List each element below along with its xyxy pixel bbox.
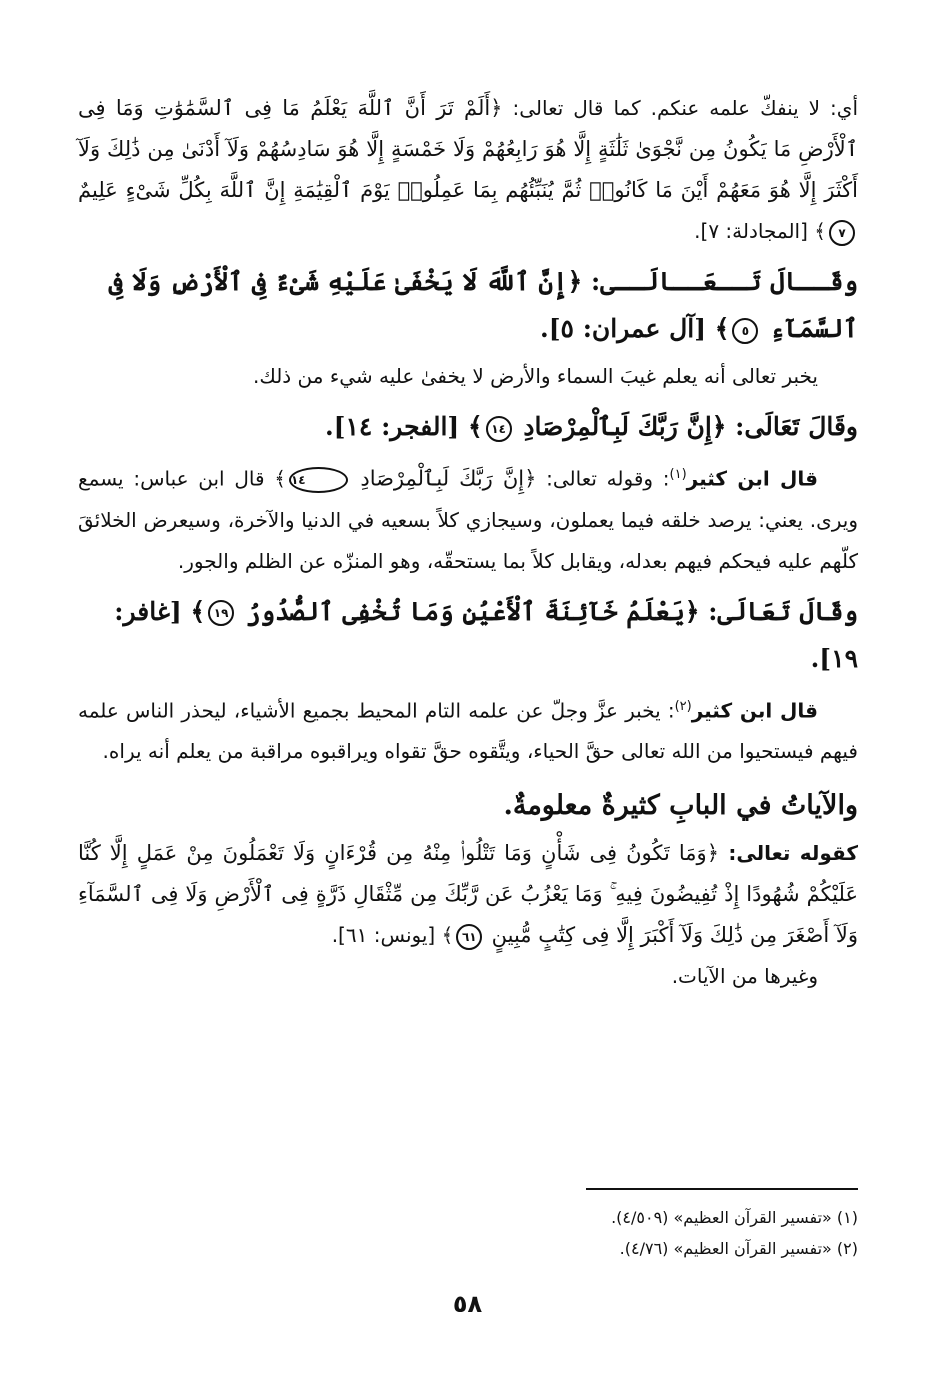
author-lead: قال ابن كثير [691,698,818,723]
heading-al-fajr [78,403,858,450]
footnote-number: (٢) [836,1239,858,1258]
aya-number-icon: ٧ [829,220,855,246]
aya-number-icon: ١٩ [208,600,234,626]
quran-verse: ﴿إِنَّ رَبَّكَ لَبِٱلْمِرْصَادِ [523,412,727,441]
paragraph-ibn-kathir-2 [78,686,858,773]
heading-verses-many: والآياتُ في البابِ كثيرةٌ معلومةٌ. [503,790,858,822]
paragraph-commentary: يخبر تعالى أنه يعلم غيبَ السماء والأرض لا يخفىٰ عليه شيء من ذلك. [252,364,818,388]
page-body [78,88,858,997]
aya-number-icon: ٦١ [456,924,482,950]
quran-verse: ﴿وَمَا تَكُونُ فِى شَأْنٍ وَمَا تَتْلُوا۟ مِنْهُ مِن قُرْءَانٍ وَلَا تَعْمَلُونَ مِنْ عَمَلٍ إِلَّا كُنَّا عَلَيْكُمْ شُهُودًا إِذْ تُفِيضُونَ فِيهِ ۚ وَمَا يَعْزُبُ عَن رَّبِّكَ مِن مِّثْقَالِ ذَرَّةٍ فِى ٱلْأَرْضِ وَلَا فِى ٱلسَّمَآءِ وَلَآ أَصْغَرَ مِن ذَٰلِكَ وَلَآ أَكْبَرَ إِلَّا فِى كِتَٰبٍ مُّبِينٍ [78,841,858,948]
verse-reference: ﴾ [آل عمران: ٥]. [540,314,730,343]
paragraph-ibn-kathir-1 [78,454,858,582]
paragraph-text: : يخبر عزَّ وجلّ عن علمه التام المحيط بجميع الأشياء، ليحذر الناس علمه فيهم فيستحيوا من الله تعالى حقَّ الحياء، ويتَّقوه حقَّ تقواه ويراقبوه مراقبة من يعلم أنه يراه. [78,698,858,764]
quran-verse: ﴿إِنَّ رَبَّكَ لَبِٱلْمِرْصَادِ [360,466,537,491]
verse-reference: ﴾ [يونس: ٦١]. [331,923,454,948]
footnote-1 [78,1202,858,1233]
quran-verse: ﴿أَلَمْ تَرَ أَنَّ ٱللَّهَ يَعْلَمُ مَا فِى ٱلسَّمَٰوَٰتِ وَمَا فِى ٱلْأَرْضِ مَا يَكُونُ مِن نَّجْوَىٰ ثَلَٰثَةٍ إِلَّا هُوَ رَابِعُهُمْ وَلَا خَمْسَةٍ إِلَّا هُوَ سَادِسُهُمْ وَلَآ أَدْنَىٰ مِن ذَٰلِكَ وَلَآ أَكْثَرَ إِلَّا هُوَ مَعَهُمْ أَيْنَ مَا كَانُوا۟ ثُمَّ يُنَبِّئُهُم بِمَا عَمِلُوا۟ يَوْمَ ٱلْقِيَٰمَةِ إِنَّ ٱللَّهَ بِكُلِّ شَىْءٍ عَلِيمٌ [78,96,858,202]
footnote-ref: (٢) [674,698,692,714]
quran-verse: ﴿يَعْلَمُ خَآئِنَةَ ٱلْأَعْيُنِ وَمَا تُخْفِى ٱلصُّدُورُ [245,596,700,626]
paragraph-yunus [78,833,858,956]
heading-lead: وقَالَ تَعَالَى: [726,412,858,441]
footnote-ref: (١) [669,467,687,482]
paragraph-closing: وغيرها من الآيات. [671,964,818,989]
paragraph-mujadala [78,88,858,252]
heading-lead: وقَــالَ تَــعَــالَــى: [582,267,858,296]
footnotes [78,1188,858,1264]
verse-reference: ﴾ [الفجر: ١٤]. [324,412,483,441]
heading-al-imran [78,258,858,352]
author-lead: قال ابن كثير [686,466,819,491]
heading-ghafir [78,588,858,682]
footnote-2 [78,1233,858,1264]
aya-number-icon: ١٤ [289,467,348,493]
verse-reference: ﴾ [غافر: ١٩]. [114,596,858,673]
heading-lead: وقَالَ تَعَالَى: [699,596,858,626]
paragraph-text: : وقوله تعالى: [536,466,670,491]
footnote-divider [586,1188,858,1190]
footnote-number: (١) [836,1208,858,1227]
page-number: ٥٨ [452,1290,483,1318]
paragraph-lead: كقوله تعالى: [719,841,858,866]
footnote-text: «تفسير القرآن العظيم» (٤/٧٦). [619,1239,832,1258]
aya-number-icon: ١٤ [486,416,512,442]
paragraph-lead: أي: لا ينفكّ علمه عنكم. كما قال تعالى: [502,96,859,120]
paragraph-text: ﴾ قال ابن عباس: يسمع ويرى. يعني: يرصد خلقه فيما يعملون، وسيجازي كلاً بسعيه في الدنيا والآخرة، وسيعرض الخلائقَ كلّهم عليه فيحكم فيهم بعدله، ويقابل كلاً بما يستحقّه، وهو المنزّه عن الظلم والجور. [78,466,858,573]
verse-reference: ﴾ [المجادلة: ٧]. [694,219,826,243]
footnote-text: «تفسير القرآن العظيم» (٤/٥٠٩). [611,1208,832,1227]
aya-number-icon: ٥ [732,318,758,344]
quran-verse: ﴿إِنَّ ٱللَّهَ لَا يَخْفَىٰ عَلَيْهِ شَىْءٌ فِى ٱلْأَرْضِ وَلَا فِى ٱلسَّمَآءِ [108,267,858,343]
